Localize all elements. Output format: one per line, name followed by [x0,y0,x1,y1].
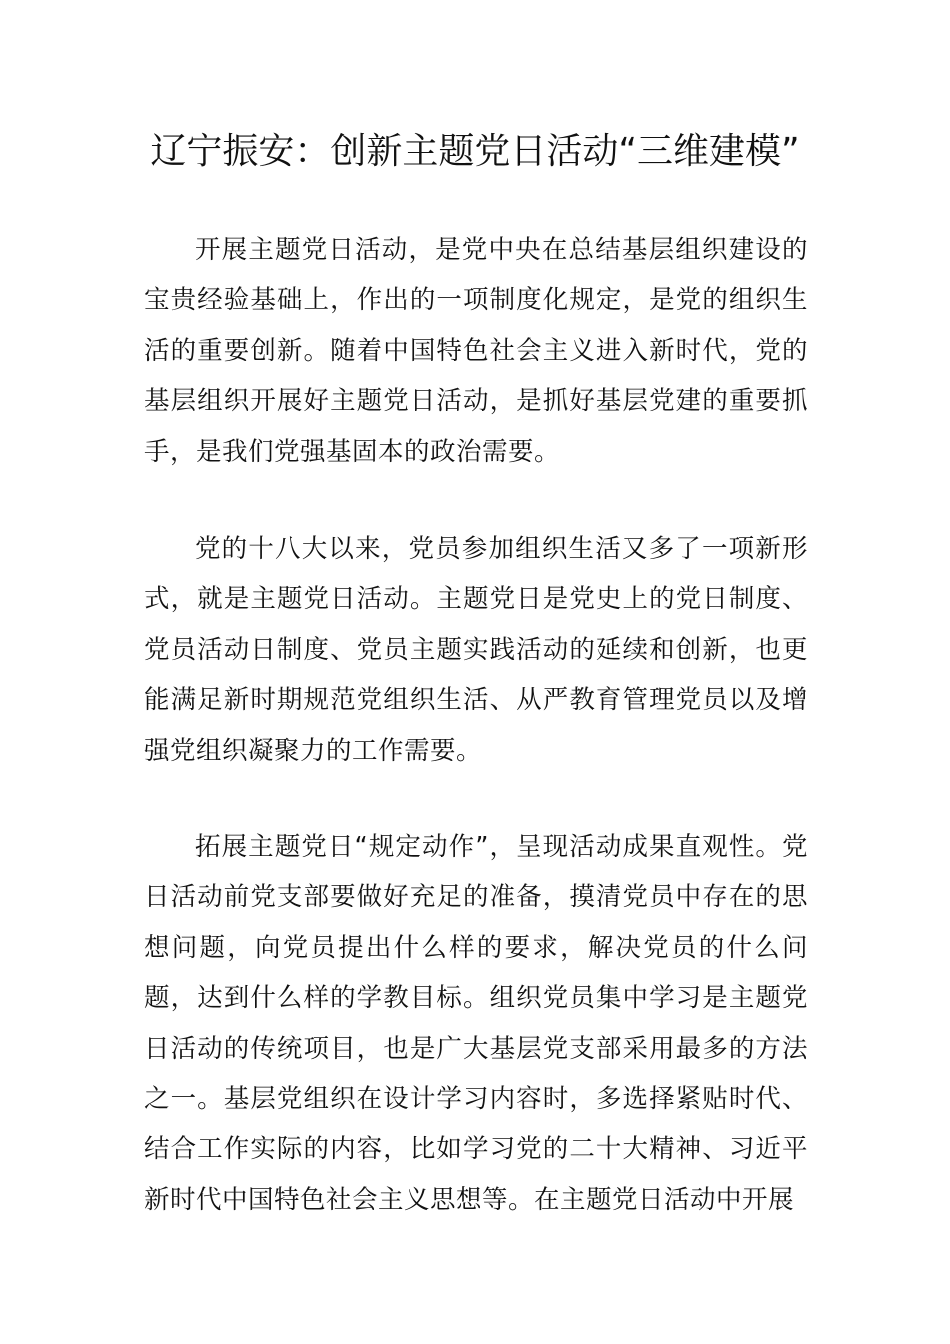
document-title: 辽宁振安：创新主题党日活动“三维建模” [150,131,800,172]
body-paragraph: 拓展主题党日“规定动作”，呈现活动成果直观性。党日活动前党支部要做好充足的准备，摸清党员中存在的思想问题，向党员提出什么样的要求，解决党员的什么问题，达到什么样的学教目标。组织党员集中学习是主题党日活动的传统项目，也是广大基层党支部采用最多的方法之一。基层党组织在设计学习内容时，多选择紧贴时代、结合工作实际的内容，比如学习党的二十大精神、习近平新时代中国特色社会主义思想等。在主题党日活动中开展 [144,832,808,1215]
body-paragraph: 党的十八大以来，党员参加组织生活又多了一项新形式，就是主题党日活动。主题党日是党史上的党日制度、党员活动日制度、党员主题实践活动的延续和创新，也更能满足新时期规范党组织生活、从严教育管理党员以及增强党组织凝聚力的工作需要。 [144,534,808,766]
body-paragraph: 开展主题党日活动，是党中央在总结基层组织建设的宝贵经验基础上，作出的一项制度化规定，是党的组织生活的重要创新。随着中国特色社会主义进入新时代，党的基层组织开展好主题党日活动，是抓好基层党建的重要抓手，是我们党强基固本的政治需要。 [144,235,808,467]
